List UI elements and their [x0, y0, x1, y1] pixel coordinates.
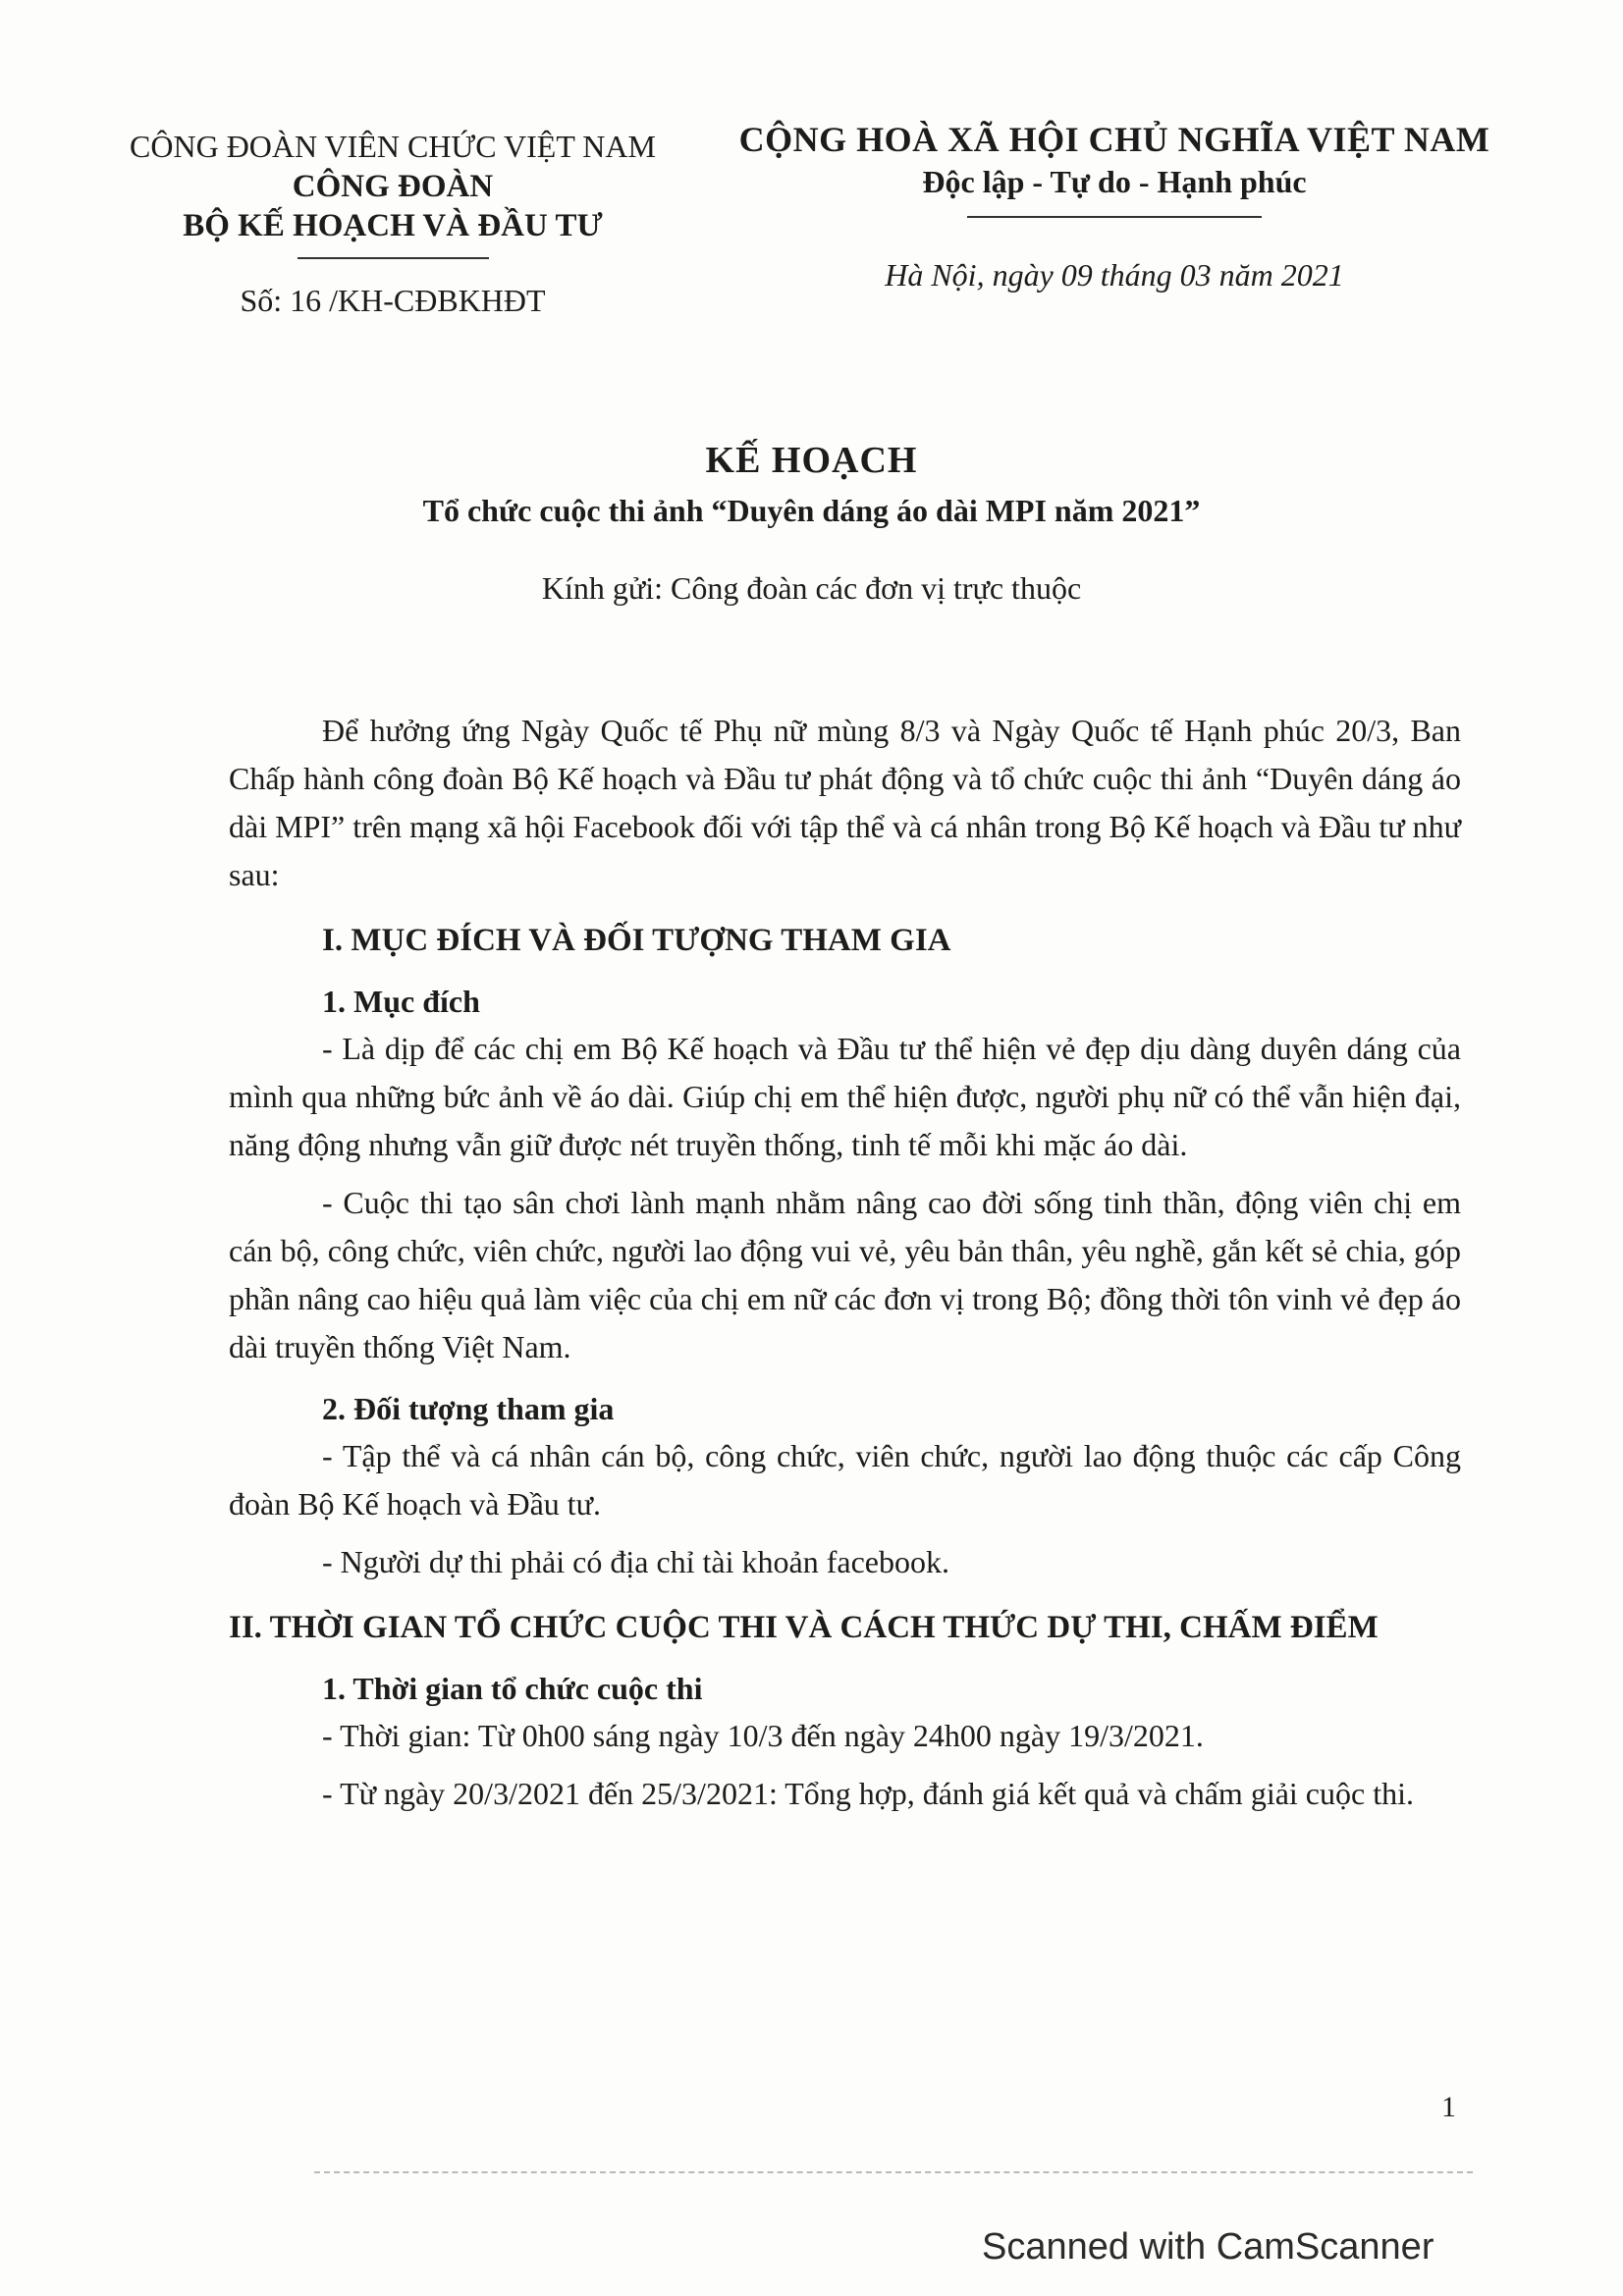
national-header-block	[707, 118, 1522, 294]
schedule-paragraph-2: - Từ ngày 20/3/2021 đến 25/3/2021: Tổng hợp, đánh giá kết quả và chấm giải cuộc thi.	[322, 1776, 1414, 1811]
subsection-heading-purpose: 1. Mục đích	[322, 984, 480, 1019]
document-subtitle: Tổ chức cuộc thi ảnh “Duyên dáng áo dài MPI năm 2021”	[422, 493, 1201, 528]
subsection-heading-participants: 2. Đối tượng tham gia	[322, 1391, 615, 1426]
document-number: Số: 16 /KH-CĐBKHĐT	[240, 283, 546, 318]
document-title-block	[0, 437, 1623, 608]
purpose-paragraph-2: - Cuộc thi tạo sân chơi lành mạnh nhằm nâng cao đời sống tinh thần, động viên chị em cán bộ, công chức, viên chức, người lao động vui vẻ, yêu bản thân, yêu nghề, gắn kết sẻ chia, góp phần nâng cao hiệu quả làm việc của chị em nữ các đơn vị trong Bộ; đồng thời tôn vinh vẻ đẹp áo dài truyền thống Việt Nam.	[229, 1185, 1461, 1364]
national-title: CỘNG HOÀ XÃ HỘI CHỦ NGHĨA VIỆT NAM	[738, 120, 1490, 159]
scanner-watermark: Scanned with CamScanner	[982, 2226, 1434, 2268]
recipient-line: Kính gửi: Công đoàn các đơn vị trực thuộc	[541, 570, 1082, 606]
document-type: KẾ HOẠCH	[705, 440, 918, 481]
national-motto: Độc lập - Tự do - Hạnh phúc	[922, 164, 1307, 199]
schedule-paragraph-1: - Thời gian: Từ 0h00 sáng ngày 10/3 đến ngày 24h00 ngày 19/3/2021.	[322, 1718, 1204, 1753]
participants-paragraph-2: - Người dự thi phải có địa chỉ tài khoản facebook.	[322, 1544, 949, 1579]
document-body	[229, 707, 1461, 1818]
page-number: 1	[1441, 2091, 1456, 2123]
agency-parent-name: CÔNG ĐOÀN VIÊN CHỨC VIỆT NAM	[130, 129, 656, 164]
participants-paragraph-1: - Tập thể và cá nhân cán bộ, công chức, viên chức, người lao động thuộc các cấp Công đoàn Bộ Kế hoạch và Đầu tư.	[229, 1438, 1461, 1522]
issuing-agency-block	[93, 126, 692, 320]
purpose-paragraph-1: - Là dịp để các chị em Bộ Kế hoạch và Đầu tư thể hiện vẻ đẹp dịu dàng duyên dáng của mình qua những bức ảnh về áo dài. Giúp chị em thể hiện được, người phụ nữ có thể vẫn hiện đại, năng động nhưng vẫn giữ được nét truyền thống, tinh tế mỗi khi mặc áo dài.	[229, 1031, 1461, 1162]
agency-name: CÔNG ĐOÀN	[292, 169, 494, 204]
intro-paragraph: Để hưởng ứng Ngày Quốc tế Phụ nữ mùng 8/3 và Ngày Quốc tế Hạnh phúc 20/3, Ban Chấp hành công đoàn Bộ Kế hoạch và Đầu tư phát động và tổ chức cuộc thi ảnh “Duyên dáng áo dài MPI” trên mạng xã hội Facebook đối với tập thể và cá nhân trong Bộ Kế hoạch và Đầu tư như sau:	[229, 713, 1461, 892]
subsection-heading-schedule: 1. Thời gian tổ chức cuộc thi	[322, 1671, 703, 1706]
agency-ministry-name: BỘ KẾ HOẠCH VÀ ĐẦU TƯ	[183, 208, 603, 243]
agency-underline	[298, 257, 489, 259]
place-and-date: Hà Nội, ngày 09 tháng 03 năm 2021	[885, 257, 1344, 293]
section-heading-2: II. THỜI GIAN TỔ CHỨC CUỘC THI VÀ CÁCH THỨC DỰ THI, CHẤM ĐIỂM	[229, 1610, 1379, 1645]
section-heading-1: I. MỤC ĐÍCH VÀ ĐỐI TƯỢNG THAM GIA	[322, 923, 951, 958]
motto-underline	[967, 216, 1262, 218]
footer-divider	[314, 2171, 1473, 2173]
